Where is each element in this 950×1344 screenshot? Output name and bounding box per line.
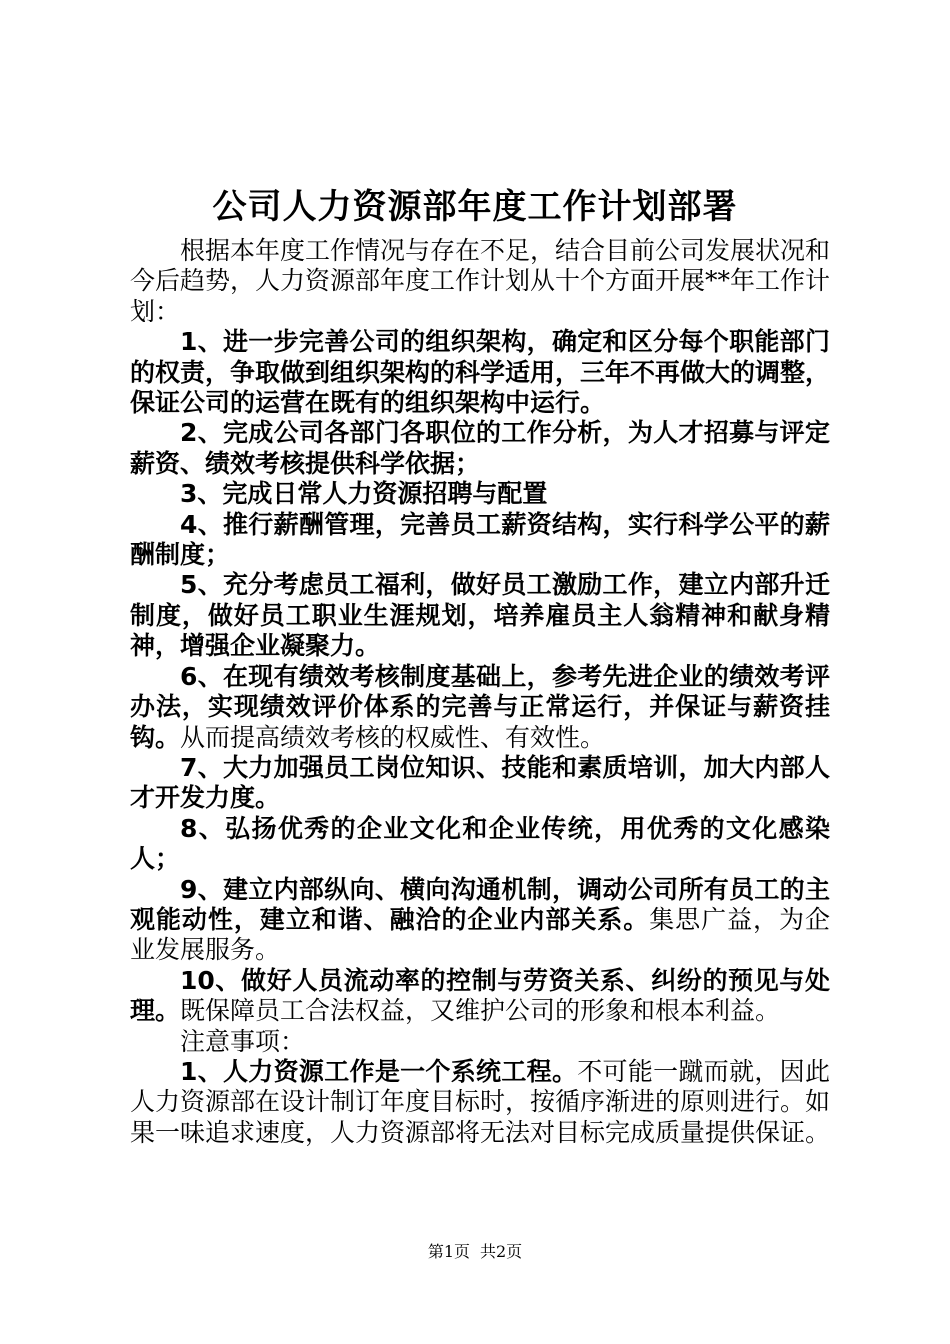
plan-item-6-note: 从而提高绩效考核的权威性、有效性。	[180, 722, 606, 752]
plan-item-4	[130, 510, 830, 571]
page-number: 第1页	[427, 1242, 470, 1261]
plan-item-1	[130, 327, 830, 418]
plan-item-10	[130, 966, 830, 1027]
plan-item-1-text: 1、进一步完善公司的组织架构，确定和区分每个职能部门的权责，争取做到组织架构的科学适用，三年不再做大的调整，保证公司的运营在既有的组织架构中运行。	[130, 327, 831, 418]
plan-item-4-text: 4、推行薪酬管理，完善员工薪资结构，实行科学公平的薪酬制度；	[130, 509, 830, 570]
plan-item-2	[130, 418, 830, 479]
intro-paragraph: 根据本年度工作情况与存在不足，结合目前公司发展状况和今后趋势，人力资源部年度工作计划从十个方面开展**年工作计划：	[130, 236, 831, 326]
plan-item-2-text: 2、完成公司各部门各职位的工作分析，为人才招募与评定薪资、绩效考核提供科学依据；	[130, 418, 830, 478]
plan-item-9-text: 9、建立内部纵向、横向沟通机制，调动公司所有员工的主观能动性，建立和谐、融洽的企业内部关系。	[130, 874, 830, 934]
plan-item-9	[130, 875, 830, 966]
plan-item-3-text: 3、完成日常人力资源招聘与配置	[180, 479, 548, 509]
plan-item-6	[130, 662, 830, 753]
document-title: 公司人力资源部年度工作计划部署	[212, 187, 738, 227]
page-footer	[0, 1240, 950, 1264]
note-item-1-detail: 不可能一蹴而就，因此人力资源部在设计制订年度目标时，按循序渐进的原则进行。如果一味追求速度，人力资源部将无法对目标完成质量提供保证。	[130, 1056, 831, 1147]
plan-item-5	[130, 570, 830, 661]
document-body	[130, 236, 830, 1148]
plan-item-7-text: 7、大力加强员工岗位知识、技能和素质培训，加大内部人才开发力度。	[130, 752, 830, 813]
plan-item-8-text: 8、弘扬优秀的企业文化和企业传统，用优秀的文化感染人；	[130, 813, 830, 874]
plan-item-10-note: 既保障员工合法权益，又维护公司的形象和根本利益。	[180, 996, 781, 1026]
note-item-1-text: 1、人力资源工作是一个系统工程。	[180, 1056, 578, 1086]
page-total: 共2页	[480, 1242, 523, 1261]
note-item-1	[130, 1057, 830, 1148]
plan-item-5-text: 5、充分考虑员工福利，做好员工激励工作，建立内部升迁制度，做好员工职业生涯规划，培养雇员主人翁精神和献身精神，增强企业凝聚力。	[130, 570, 830, 661]
plan-item-3	[130, 479, 830, 509]
notes-heading: 注意事项：	[180, 1026, 306, 1056]
plan-item-7	[130, 753, 830, 814]
plan-item-9-note: 集思广益，为企业发展服务。	[130, 904, 830, 965]
plan-item-6-text: 6、在现有绩效考核制度基础上，参考先进企业的绩效考评办法，实现绩效评价体系的完善与正常运行，并保证与薪资挂钩。	[130, 661, 830, 752]
plan-item-10-text: 10、做好人员流动率的控制与劳资关系、纠纷的预见与处理。	[130, 965, 830, 1026]
plan-item-8	[130, 814, 830, 875]
